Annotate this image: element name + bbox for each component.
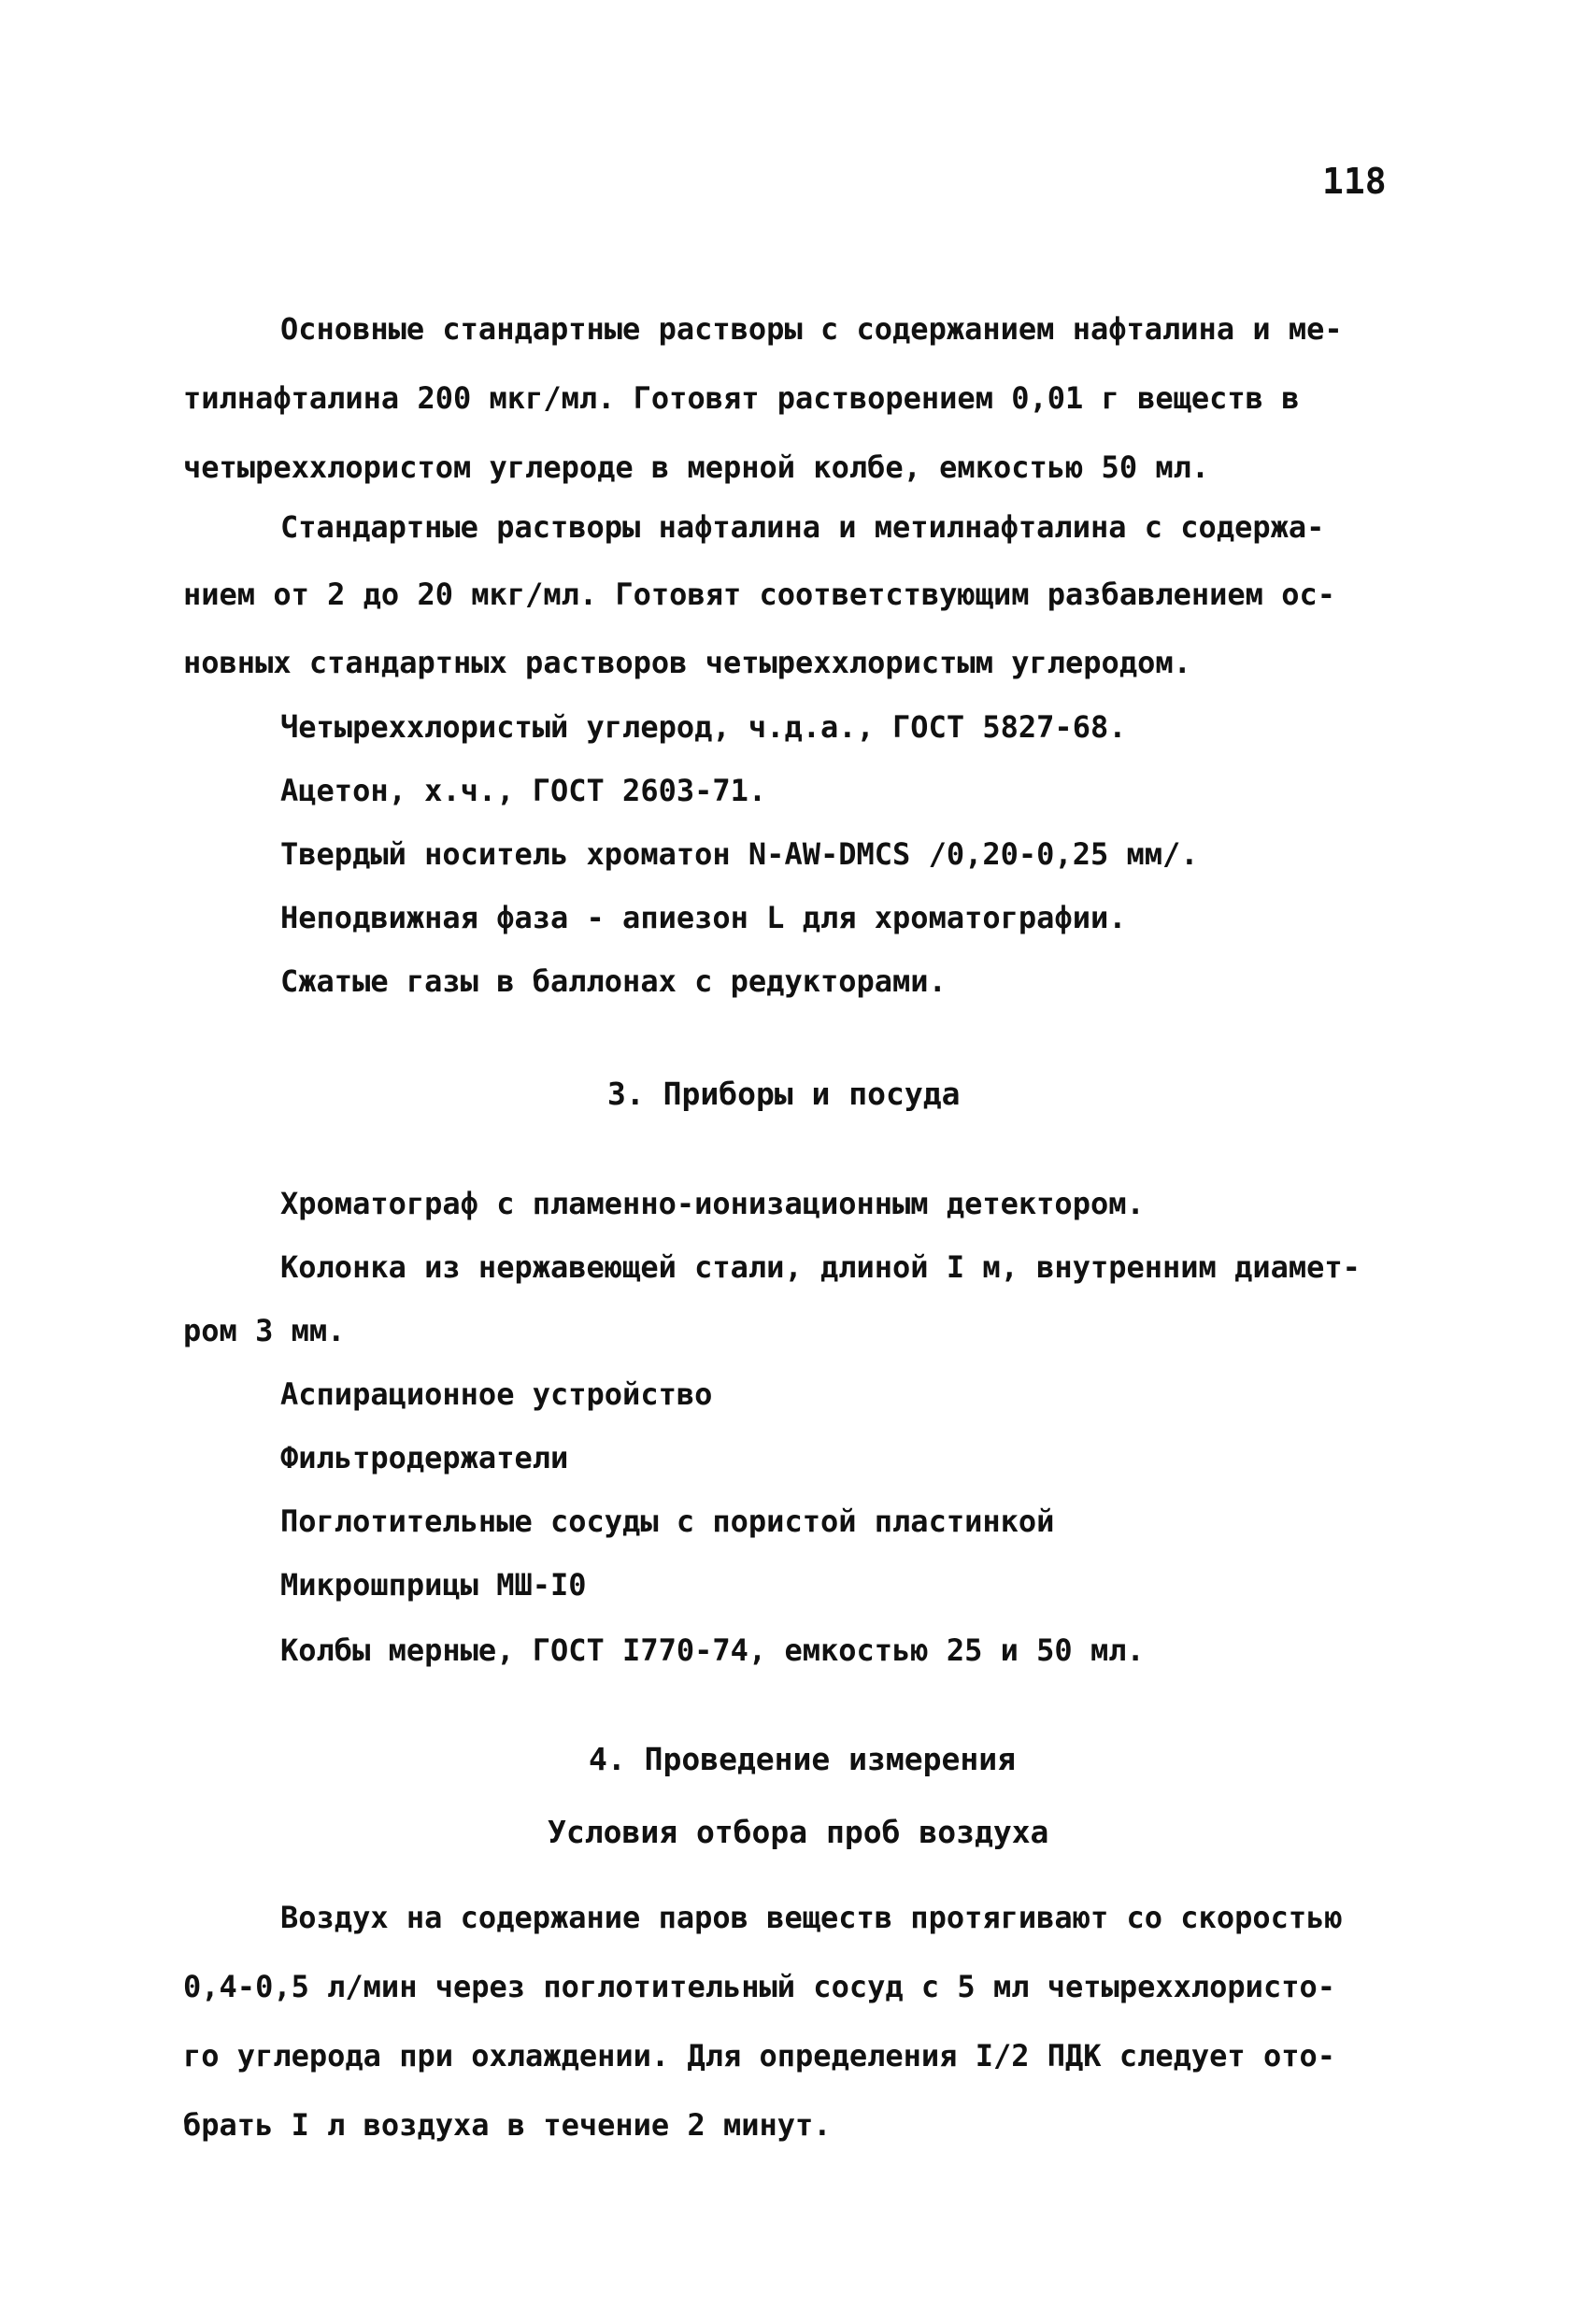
text-line: Основные стандартные растворы с содержанием нафталина и ме- [280, 311, 1343, 347]
page-number: 118 [1322, 161, 1387, 202]
text-line: Воздух на содержание паров веществ протягивают со скоростью [280, 1900, 1343, 1935]
list-item: Поглотительные сосуды с пористой пластинкой [280, 1504, 1055, 1539]
text-line: тилнафталина 200 мкг/мл. Готовят растворением 0,01 г веществ в [183, 380, 1300, 416]
subsection-heading: Условия отбора проб воздуха [548, 1814, 1049, 1850]
text-line: новных стандартных растворов четыреххлористым углеродом. [183, 645, 1191, 680]
text-line: го углерода при охлаждении. Для определения I/2 ПДК следует ото- [183, 2038, 1335, 2074]
list-item: Ацетон, х.ч., ГОСТ 2603-71. [280, 773, 767, 808]
list-item: Фильтродержатели [280, 1440, 569, 1475]
section-heading: 4. Проведение измерения [589, 1741, 1016, 1777]
list-item: Микрошприцы МШ-I0 [280, 1567, 587, 1603]
text-line: нием от 2 до 20 мкг/мл. Готовят соответствующим разбавлением ос- [183, 577, 1335, 612]
list-item: Сжатые газы в баллонах с редукторами. [280, 963, 947, 999]
text-line: четыреххлористом углероде в мерной колбе, емкостью 50 мл. [183, 449, 1210, 485]
list-item: Хроматограф с пламенно-ионизационным детектором. [280, 1186, 1145, 1221]
text-line: Стандартные растворы нафталина и метилнафталина с содержа- [280, 509, 1325, 545]
text-line: 0,4-0,5 л/мин через поглотительный сосуд с 5 мл четыреххлористо- [183, 1969, 1335, 2004]
list-item: Неподвижная фаза - апиезон L для хроматографии. [280, 900, 1127, 935]
list-item: Колбы мерные, ГОСТ I770-74, емкостью 25 и 50 мл. [280, 1632, 1145, 1668]
list-item: Четыреххлористый углерод, ч.д.а., ГОСТ 5827-68. [280, 709, 1127, 745]
section-heading: 3. Приборы и посуда [607, 1076, 961, 1112]
list-item: Твердый носитель хроматон N-AW-DMCS /0,20-0,25 мм/. [280, 836, 1199, 872]
list-item: ром 3 мм. [183, 1313, 346, 1348]
list-item: Колонка из нержавеющей стали, длиной I м, внутренним диамет- [280, 1249, 1361, 1285]
text-line: брать I л воздуха в течение 2 минут. [183, 2107, 832, 2143]
list-item: Аспирационное устройство [280, 1376, 713, 1412]
